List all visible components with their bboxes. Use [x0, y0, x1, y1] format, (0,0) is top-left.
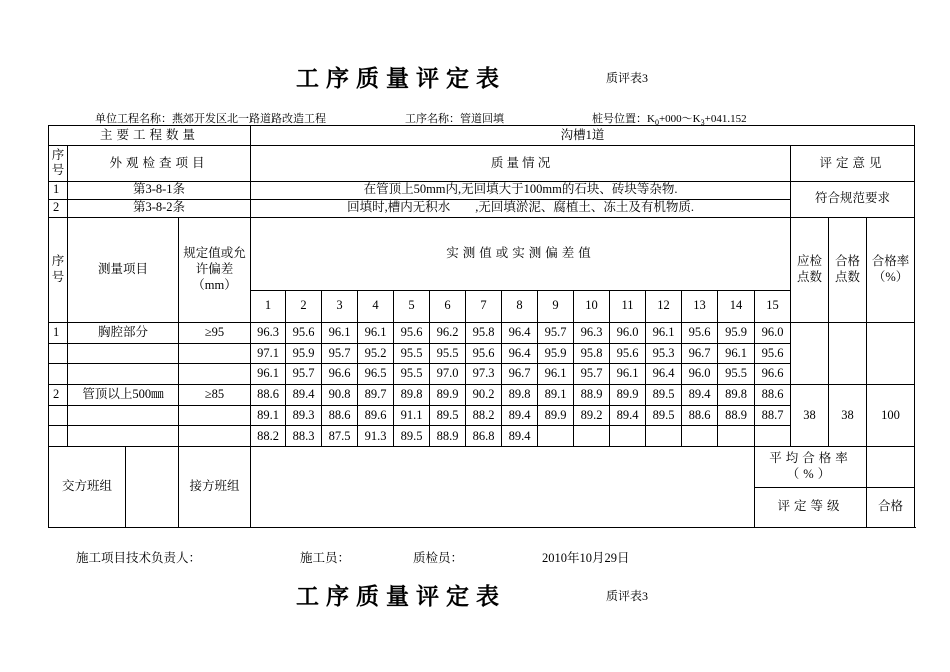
- measure-value: 96.0: [682, 364, 718, 385]
- check-points-value-blank: [791, 322, 829, 384]
- measure-value: 96.1: [718, 343, 755, 364]
- measure-value: 89.8: [502, 385, 538, 406]
- measure-value: 90.2: [466, 385, 502, 406]
- handover-blank: [251, 447, 755, 528]
- station-location: 桩号位置：$K_0+000\sim K_3+041.152$: [592, 113, 747, 128]
- measure-value: 88.6: [682, 405, 718, 426]
- col-number: 7: [466, 290, 502, 322]
- appearance-desc: 回填时,槽内无积水 ,无回填淤泥、腐植土、冻土及有机物质.: [251, 199, 791, 217]
- measure-value: 95.6: [682, 322, 718, 343]
- measure-row: [49, 426, 915, 447]
- measure-tolerance: [179, 405, 251, 426]
- col-number: 1: [251, 290, 286, 322]
- measure-value: 87.5: [322, 426, 358, 447]
- deliver-team-value: [126, 447, 179, 528]
- measure-value: 96.6: [755, 364, 791, 385]
- appearance-row: [49, 181, 915, 199]
- process-name: 工序名称：管道回填: [405, 113, 504, 125]
- measure-tolerance: [179, 343, 251, 364]
- measure-value: 88.6: [251, 385, 286, 406]
- col-number: 11: [610, 290, 646, 322]
- measure-value: 96.2: [430, 322, 466, 343]
- measure-value: 89.4: [682, 385, 718, 406]
- appearance-seq: 2: [49, 199, 68, 217]
- measure-value: 89.8: [394, 385, 430, 406]
- measure-item: 胸腔部分: [68, 322, 179, 343]
- main-qty-label: 主要工程数量: [49, 126, 251, 146]
- pass-rate-value-blank: [867, 322, 915, 384]
- measure-value: 95.5: [430, 343, 466, 364]
- measure-value: [610, 426, 646, 447]
- main-qty-row: [49, 126, 915, 146]
- measure-value: 96.1: [646, 322, 682, 343]
- opinion-header: 评定意见: [791, 146, 915, 181]
- measure-value: 89.7: [358, 385, 394, 406]
- measure-value: 96.1: [322, 322, 358, 343]
- measure-value: 89.4: [610, 405, 646, 426]
- measure-value: 95.8: [466, 322, 502, 343]
- measure-value: 89.4: [502, 426, 538, 447]
- measure-item-header: 测量项目: [68, 217, 179, 322]
- opinion-value: 符合规范要求: [791, 181, 915, 217]
- appearance-row: [49, 199, 915, 217]
- measure-seq-header: 序号: [49, 217, 68, 322]
- measure-value: 95.3: [646, 343, 682, 364]
- pass-points-header: 合格点数: [829, 217, 867, 322]
- measure-value: 97.1: [251, 343, 286, 364]
- tech-lead-label: 施工项目技术负责人：: [76, 551, 202, 565]
- measure-value: 89.8: [718, 385, 755, 406]
- quality-table: [48, 125, 915, 528]
- measure-value: 96.6: [322, 364, 358, 385]
- worker-label: 施工员：: [300, 551, 351, 565]
- measure-value: 95.6: [466, 343, 502, 364]
- inspector-label: 质检员：: [413, 551, 464, 565]
- measure-item: 管顶以上500㎜: [68, 385, 179, 406]
- measure-row: [49, 405, 915, 426]
- measure-value: 95.9: [538, 343, 574, 364]
- measure-value: 96.3: [574, 322, 610, 343]
- measure-value: 89.1: [251, 405, 286, 426]
- measure-seq: [49, 364, 68, 385]
- measure-value: 95.9: [718, 322, 755, 343]
- measure-value: 89.4: [502, 405, 538, 426]
- col-number: 12: [646, 290, 682, 322]
- form-tag: 质评表3: [606, 71, 649, 85]
- measure-seq: [49, 343, 68, 364]
- col-number: 14: [718, 290, 755, 322]
- measure-item: [68, 364, 179, 385]
- measure-value: 96.5: [358, 364, 394, 385]
- measure-value: 88.9: [430, 426, 466, 447]
- grade-value: 合格: [867, 487, 915, 527]
- measure-value: 89.5: [430, 405, 466, 426]
- measure-value: 95.6: [610, 343, 646, 364]
- appearance-item: 第3-8-1条: [68, 181, 251, 199]
- measure-value: 89.3: [286, 405, 322, 426]
- measure-value: [718, 426, 755, 447]
- handover-row: [49, 447, 915, 487]
- measure-row: [49, 364, 915, 385]
- appearance-header-row: [49, 146, 915, 181]
- col-number: 15: [755, 290, 791, 322]
- measure-value: 97.3: [466, 364, 502, 385]
- measure-value: [755, 426, 791, 447]
- measure-value: 96.1: [610, 364, 646, 385]
- measure-row: [49, 385, 915, 406]
- measure-tolerance: ≥95: [179, 322, 251, 343]
- measure-header-row: [49, 217, 915, 290]
- form-title-repeat: 工序质量评定表: [296, 584, 506, 610]
- measure-value: 89.9: [610, 385, 646, 406]
- measure-value: 95.6: [755, 343, 791, 364]
- measure-value: 89.5: [646, 405, 682, 426]
- measure-value: 96.3: [251, 322, 286, 343]
- measure-value: [682, 426, 718, 447]
- measure-value: 95.5: [394, 343, 430, 364]
- measure-item: [68, 343, 179, 364]
- measure-value: 88.2: [466, 405, 502, 426]
- measure-value: 96.1: [251, 364, 286, 385]
- receive-team-label: 接方班组: [179, 447, 251, 528]
- sign-date: 2010年10月29日: [542, 551, 630, 565]
- main-qty-value: 沟槽1道: [251, 126, 915, 146]
- measure-value: 95.7: [574, 364, 610, 385]
- measure-value: 95.7: [286, 364, 322, 385]
- measure-value: 88.3: [286, 426, 322, 447]
- measure-value: 96.1: [538, 364, 574, 385]
- measure-value: 88.7: [755, 405, 791, 426]
- measure-value: 91.1: [394, 405, 430, 426]
- measure-item: [68, 426, 179, 447]
- measure-value: 88.9: [718, 405, 755, 426]
- measure-tolerance: [179, 364, 251, 385]
- measure-seq: 2: [49, 385, 68, 406]
- col-number: 5: [394, 290, 430, 322]
- check-points-header: 应检点数: [791, 217, 829, 322]
- col-number: 10: [574, 290, 610, 322]
- measure-value: 88.2: [251, 426, 286, 447]
- measure-value: 89.5: [646, 385, 682, 406]
- measure-value: 95.5: [718, 364, 755, 385]
- measure-value: 89.4: [286, 385, 322, 406]
- appearance-header: 外观检查项目: [68, 146, 251, 181]
- measure-value: 96.4: [502, 322, 538, 343]
- measure-seq: [49, 426, 68, 447]
- measure-value: 95.6: [394, 322, 430, 343]
- measure-value: 96.7: [502, 364, 538, 385]
- measure-value: 95.7: [538, 322, 574, 343]
- measure-value: 96.4: [646, 364, 682, 385]
- pass-rate-value: 100: [867, 385, 915, 447]
- measure-value: 86.8: [466, 426, 502, 447]
- measure-value: 88.6: [755, 385, 791, 406]
- deliver-team-label: 交方班组: [49, 447, 126, 528]
- col-number: 2: [286, 290, 322, 322]
- values-header: 实测值或实测偏差值: [251, 217, 791, 290]
- measure-value: [538, 426, 574, 447]
- seq-header: 序号: [49, 146, 68, 181]
- quality-header: 质 量 情 况: [251, 146, 791, 181]
- measure-tolerance: ≥85: [179, 385, 251, 406]
- measure-value: 89.5: [394, 426, 430, 447]
- measure-value: [646, 426, 682, 447]
- measure-value: 88.6: [322, 405, 358, 426]
- col-number: 13: [682, 290, 718, 322]
- measure-item: [68, 405, 179, 426]
- measure-value: [574, 426, 610, 447]
- measure-value: 95.9: [286, 343, 322, 364]
- measure-value: 96.1: [358, 322, 394, 343]
- check-points-value: 38: [791, 385, 829, 447]
- measure-value: 96.4: [502, 343, 538, 364]
- measure-tolerance: [179, 426, 251, 447]
- pass-rate-header: 合格率（%）: [867, 217, 915, 322]
- measure-value: 95.7: [322, 343, 358, 364]
- measure-value: 91.3: [358, 426, 394, 447]
- col-number: 8: [502, 290, 538, 322]
- measure-value: 95.5: [394, 364, 430, 385]
- pass-points-value: 38: [829, 385, 867, 447]
- measure-value: 90.8: [322, 385, 358, 406]
- pass-points-value-blank: [829, 322, 867, 384]
- measure-seq: [49, 405, 68, 426]
- measure-value: 96.7: [682, 343, 718, 364]
- appearance-seq: 1: [49, 181, 68, 199]
- avg-rate-value: [867, 447, 915, 487]
- measure-value: 88.9: [574, 385, 610, 406]
- grade-label: 评定等级: [755, 487, 867, 527]
- measure-value: 89.2: [574, 405, 610, 426]
- form-tag-repeat: 质评表3: [606, 589, 649, 603]
- measure-value: 95.8: [574, 343, 610, 364]
- tolerance-header: 规定值或允许偏差（mm）: [179, 217, 251, 322]
- measure-value: 95.6: [286, 322, 322, 343]
- measure-row: [49, 343, 915, 364]
- project-name: 单位工程名称：燕郊开发区北一路道路改造工程: [95, 113, 326, 125]
- avg-rate-label: 平均合格率（%）: [755, 447, 867, 487]
- measure-value: 89.1: [538, 385, 574, 406]
- col-number: 4: [358, 290, 394, 322]
- col-number: 9: [538, 290, 574, 322]
- measure-row: [49, 322, 915, 343]
- measure-value: 96.0: [610, 322, 646, 343]
- measure-value: 97.0: [430, 364, 466, 385]
- appearance-item: 第3-8-2条: [68, 199, 251, 217]
- measure-value: 89.6: [358, 405, 394, 426]
- measure-value: 89.9: [430, 385, 466, 406]
- measure-seq: 1: [49, 322, 68, 343]
- measure-value: 96.0: [755, 322, 791, 343]
- col-number: 3: [322, 290, 358, 322]
- form-title: 工序质量评定表: [296, 66, 506, 92]
- measure-value: 95.2: [358, 343, 394, 364]
- measure-value: 89.9: [538, 405, 574, 426]
- appearance-desc: 在管顶上50mm内,无回填大于100mm的石块、砖块等杂物.: [251, 181, 791, 199]
- col-number: 6: [430, 290, 466, 322]
